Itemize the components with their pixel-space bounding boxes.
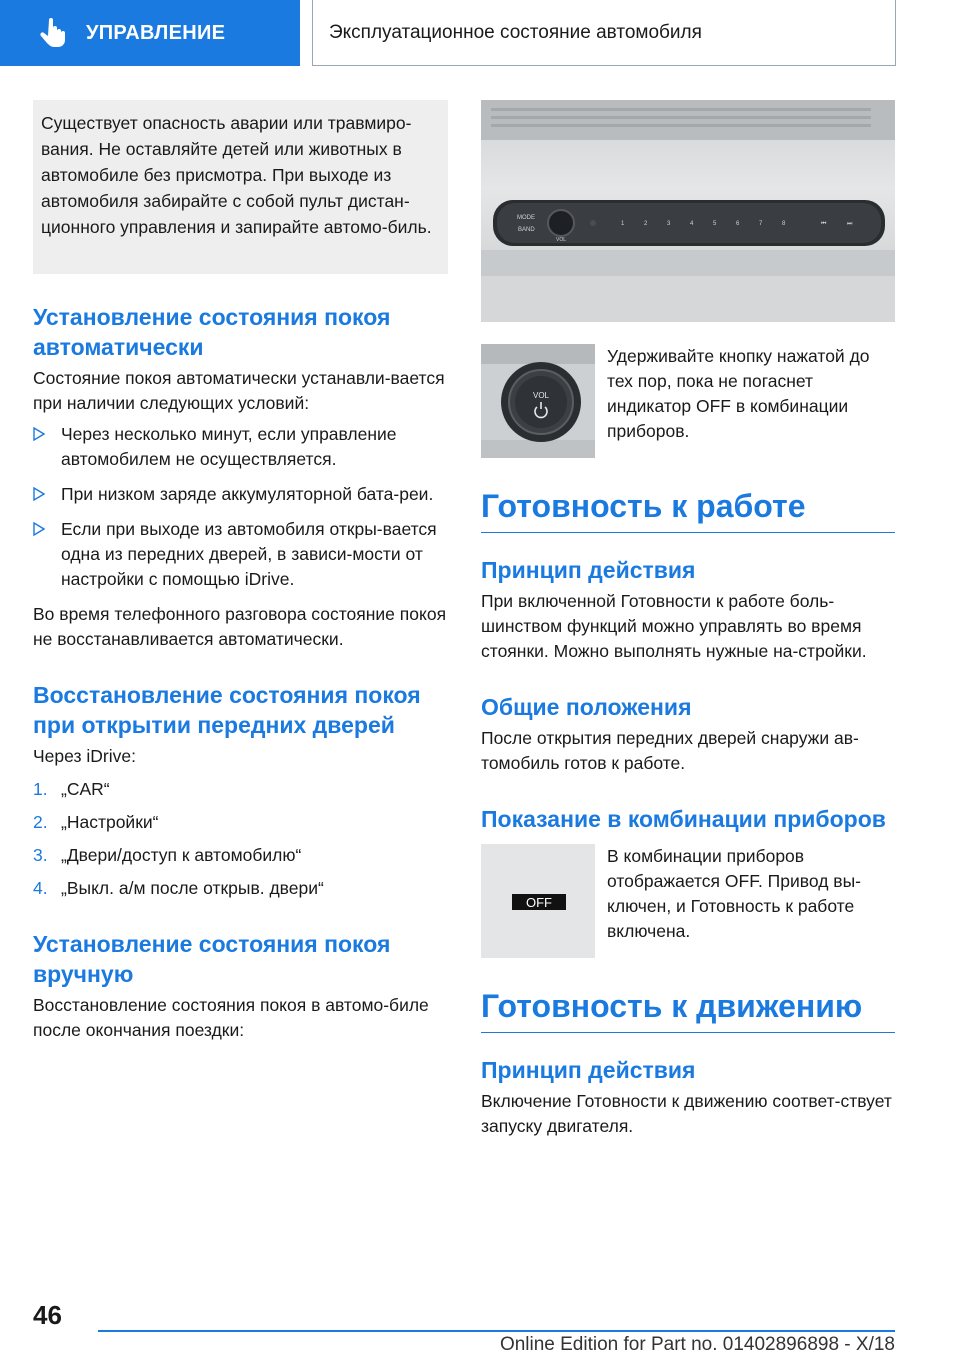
heading-manual-standby: Установление состояния покоя вручную (33, 931, 391, 987)
step-number: 1. (33, 779, 48, 799)
footer-divider (98, 1330, 895, 1332)
preset-2: 2 (644, 221, 648, 227)
triangle-bullet-icon (33, 427, 45, 441)
knob-caption: Удерживайте кнопку нажатой до тех пор, пока не погаснет индикатор OFF в комбинации приборов. (607, 346, 870, 441)
auto-note: Во время телефонного разговора состояние покоя не восстанавливается автоматически. (33, 604, 447, 649)
preset-6: 6 (736, 221, 740, 227)
general-text: После открытия передних дверей снаружи ав-томобиль готов к работе. (481, 728, 859, 773)
heading-general: Общие положения (481, 694, 692, 720)
vol-label: VOL (556, 237, 567, 243)
step-text: „Двери/доступ к автомобилю“ (61, 845, 302, 865)
page-number: 46 (33, 1300, 62, 1330)
off-label: OFF (526, 895, 552, 910)
footer-edition: Online Edition for Part no. 01402896898 - X/18 (499, 1334, 895, 1355)
list-item (33, 517, 448, 592)
list-item (33, 777, 448, 802)
heading-cluster-display: Показание в комбинации приборов (481, 806, 886, 832)
section-title: УПРАВЛЕНИЕ (86, 21, 226, 44)
preset-8: 8 (782, 221, 786, 227)
audio-panel-illustration (481, 100, 895, 322)
section-tab[interactable] (0, 0, 300, 66)
off-figure-row (481, 844, 895, 958)
list-item (33, 422, 448, 472)
cluster-text: В комбинации приборов отображается OFF. Привод вы-ключен, и Готовность к работе включена. (607, 846, 861, 941)
step-number: 4. (33, 878, 48, 898)
chapter-title-box (312, 0, 896, 66)
ready-principle-text: При включенной Готовности к работе боль-шинством функций можно управлять во время стоянки. Можно выполнять нужные на-стройки. (481, 591, 867, 661)
manual-text: Восстановление состояния покоя в автомо-биле после окончания поездки: (33, 995, 429, 1040)
preset-5: 5 (713, 221, 717, 227)
mode-label: MODE (517, 215, 535, 221)
heading-restore-standby: Восстановление состояния покоя при открытии передних дверей (33, 682, 421, 738)
chapter-title: Эксплуатационное состояние автомобиля (329, 21, 702, 43)
triangle-bullet-icon (33, 522, 45, 536)
heading-auto-standby: Установление состояния покоя автоматически (33, 304, 391, 360)
step-text: „Настройки“ (61, 812, 159, 832)
step-number: 3. (33, 845, 48, 865)
preset-4: 4 (690, 221, 694, 227)
preset-3: 3 (667, 221, 671, 227)
auto-conditions-list (33, 422, 448, 592)
list-item-text: Через несколько минут, если управление автомобилем не осуществляется. (61, 424, 397, 469)
preset-7: 7 (759, 221, 763, 227)
heading-drive-principle: Принцип действия (481, 1057, 696, 1083)
knob-vol-label: VOL (533, 391, 550, 400)
right-column (481, 100, 895, 1139)
step-text: „Выкл. а/м после открыв. двери“ (61, 878, 324, 898)
hand-pointer-icon (40, 18, 66, 48)
knob-figure-row (481, 344, 895, 458)
prev-track-icon: ⏮ (821, 221, 827, 227)
vol-knob-image (481, 344, 595, 458)
audio-panel-image (481, 100, 895, 322)
list-item-text: При низком заряде аккумуляторной бата-реи. (61, 484, 434, 504)
off-indicator-image (481, 844, 595, 958)
warning-box (33, 100, 448, 274)
preset-1: 1 (621, 221, 625, 227)
step-number: 2. (33, 812, 48, 832)
heading-ready-to-work: Готовность к работе (481, 486, 895, 533)
triangle-bullet-icon (33, 487, 45, 501)
next-track-icon: ⏭ (847, 221, 853, 227)
restore-steps-list (33, 777, 448, 901)
heading-ready-to-drive: Готовность к движению (481, 986, 895, 1033)
list-item (33, 876, 448, 901)
drive-principle-text: Включение Готовности к движению соответ-ствует запуску двигателя. (481, 1091, 892, 1136)
left-column (33, 100, 448, 1043)
step-text: „CAR“ (61, 779, 110, 799)
list-item (33, 843, 448, 868)
list-item-text: Если при выходе из автомобиля откры-вается одна из передних дверей, в зависи-мости от настройки с помощью iDrive. (61, 519, 437, 589)
list-item (33, 482, 448, 507)
restore-intro: Через iDrive: (33, 746, 136, 766)
auto-intro: Состояние покоя автоматически устанавли-вается при наличии следующих условий: (33, 368, 445, 413)
heading-ready-principle: Принцип действия (481, 557, 696, 583)
warning-text: Существует опасность аварии или травмиро-вания. Не оставляйте детей или животных в автомобиле без присмотра. При выходе из автомобиля забирайте с собой пульт дистан-ционного управления и запирайте автомо-биль. (41, 113, 432, 237)
list-item (33, 810, 448, 835)
band-label: BAND (518, 227, 535, 233)
